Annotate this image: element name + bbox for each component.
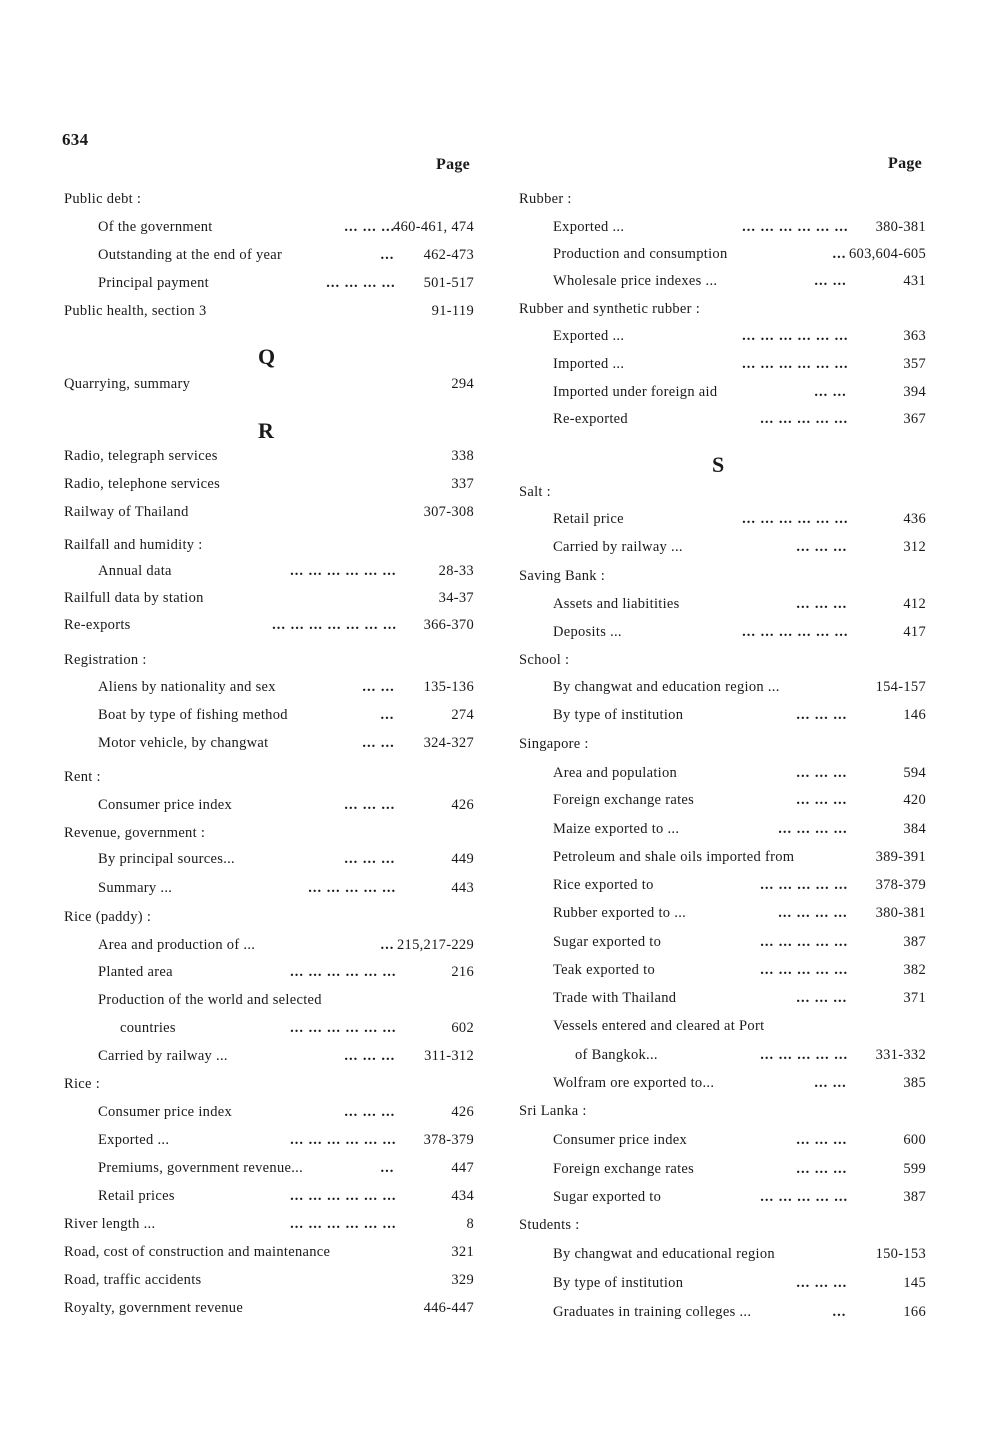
section-letter: R [258, 418, 275, 443]
page-reference: 215,217-229 [396, 937, 474, 953]
leader-dots: ... ... ... [796, 707, 848, 723]
entry-label: Petroleum and shale oils imported from [553, 849, 795, 865]
entry-label: Planted area [98, 964, 173, 980]
leader-dots: ... ... ... ... ... ... [742, 356, 849, 372]
page-reference: 446-447 [423, 1300, 474, 1316]
leader-dots: ... ... ... [796, 990, 848, 1006]
entry-label: Sugar exported to [553, 934, 662, 950]
entry-label: Rubber and synthetic rubber : [519, 301, 701, 317]
leader-dots: ... ... ... [344, 1048, 396, 1064]
entry-label: Exported ... [98, 1132, 170, 1148]
page-reference: 337 [451, 476, 474, 492]
entry-label: Principal payment [98, 275, 210, 291]
leader-dots: ... ... ... [344, 219, 396, 235]
entry-label: Aliens by nationality and sex [98, 679, 276, 695]
entry-label: Railway of Thailand [64, 504, 189, 520]
entry-label: Rubber exported to ... [553, 905, 687, 921]
page-reference: 431 [903, 273, 926, 289]
section-letter: Q [258, 344, 276, 369]
page-column-header: Page [888, 155, 923, 172]
leader-dots: ... ... ... [796, 539, 848, 555]
leader-dots: ... ... ... [344, 797, 396, 813]
entry-label: Re-exported [553, 411, 628, 427]
page-reference: 357 [903, 356, 926, 372]
leader-dots: ... ... [362, 735, 395, 751]
page-reference: 216 [451, 964, 474, 980]
entry-label: Quarrying, summary [64, 376, 191, 392]
page-reference: 436 [903, 511, 926, 527]
leader-dots: ... ... ... ... ... [760, 1047, 849, 1063]
entry-label: of Bangkok... [575, 1047, 658, 1063]
entry-label: School : [519, 652, 570, 668]
entry-label: Retail prices [98, 1188, 175, 1204]
page-column-header: Page [436, 156, 471, 173]
entry-label: Motor vehicle, by changwat [98, 735, 269, 751]
page-reference: 434 [451, 1188, 474, 1204]
entry-label: Area and production of ... [98, 937, 256, 953]
page-reference: 378-379 [875, 877, 926, 893]
page-reference: 420 [903, 792, 926, 808]
entry-label: Foreign exchange rates [553, 792, 695, 808]
entry-label: Public debt : [64, 191, 142, 207]
entry-label: Trade with Thailand [553, 990, 677, 1006]
leader-dots: ... ... ... [796, 1275, 848, 1291]
leader-dots: ... ... ... ... ... [760, 934, 849, 950]
page-reference: 380-381 [875, 905, 926, 921]
entry-label: Vessels entered and cleared at Port [553, 1018, 765, 1034]
page-reference: 324-327 [423, 735, 474, 751]
page-reference: 443 [451, 880, 474, 896]
leader-dots: ... ... ... ... [778, 905, 848, 921]
entry-label: Wholesale price indexes ... [553, 273, 718, 289]
leader-dots: ... ... ... [796, 1161, 848, 1177]
page-reference: 274 [451, 707, 474, 723]
page-reference: 371 [903, 990, 926, 1006]
leader-dots: ... ... ... ... ... ... [742, 328, 849, 344]
entry-label: Rice (paddy) : [64, 909, 152, 925]
leader-dots: ... ... ... ... [326, 275, 396, 291]
leader-dots: ... ... ... [796, 596, 848, 612]
page-reference: 311-312 [424, 1048, 474, 1064]
leader-dots: ... ... ... ... ... ... ... [272, 617, 397, 633]
leader-dots: ... ... ... ... ... ... [290, 1188, 397, 1204]
page-reference: 154-157 [875, 679, 926, 695]
leader-dots: ... ... [362, 679, 395, 695]
page-reference: 34-37 [438, 590, 474, 606]
entry-label: Teak exported to [553, 962, 656, 978]
leader-dots: ... [380, 247, 395, 263]
entry-label: Radio, telephone services [64, 476, 221, 492]
entry-label: Road, cost of construction and maintenance [64, 1244, 331, 1260]
page-reference: 602 [451, 1020, 474, 1036]
entry-label: Railfall and humidity : [64, 537, 203, 553]
leader-dots: ... ... [814, 384, 847, 400]
entry-label: Students : [519, 1217, 580, 1233]
leader-dots: ... ... [814, 1075, 847, 1091]
leader-dots: ... ... ... ... ... [760, 962, 849, 978]
entry-label: Consumer price index [553, 1132, 688, 1148]
leader-dots: ... ... ... ... ... ... [290, 563, 397, 579]
entry-label: Royalty, government revenue [64, 1300, 244, 1316]
page-reference: 8 [466, 1216, 474, 1232]
entry-label: By changwat and education region ... [553, 679, 780, 695]
entry-label: Radio, telegraph services [64, 448, 218, 464]
entry-label: countries [120, 1020, 176, 1036]
page-reference: 382 [903, 962, 926, 978]
entry-label: Boat by type of fishing method [98, 707, 288, 723]
entry-label: By type of institution [553, 1275, 684, 1291]
entry-label: Re-exports [64, 617, 131, 633]
entry-label: Assets and liabitities [553, 596, 680, 612]
page-reference: 312 [903, 539, 926, 555]
leader-dots: ... [832, 1304, 847, 1320]
entry-label: Summary ... [98, 880, 173, 896]
entry-label: By changwat and educational region [553, 1246, 775, 1262]
leader-dots: ... [380, 707, 395, 723]
entry-label: Rubber : [519, 191, 572, 207]
leader-dots: ... ... ... ... ... ... [290, 1132, 397, 1148]
page-reference: 449 [451, 851, 474, 867]
entry-label: River length ... [64, 1216, 156, 1232]
entry-label: Rice exported to [553, 877, 654, 893]
leader-dots: ... ... ... ... ... ... [290, 1020, 397, 1036]
page-reference: 145 [903, 1275, 926, 1291]
page-reference: 294 [451, 376, 474, 392]
leader-dots: ... ... ... [344, 1104, 396, 1120]
page-reference: 389-391 [875, 849, 926, 865]
page-reference: 150-153 [875, 1246, 926, 1262]
page-reference: 426 [451, 797, 474, 813]
entry-label: Outstanding at the end of year [98, 247, 283, 263]
entry-label: Carried by railway ... [98, 1048, 228, 1064]
page-reference: 329 [451, 1272, 474, 1288]
entry-label: Saving Bank : [519, 568, 606, 584]
entry-label: Premiums, government revenue... [98, 1160, 304, 1176]
entry-label: Wolfram ore exported to... [553, 1075, 715, 1091]
entry-label: Maize exported to ... [553, 821, 680, 837]
leader-dots: ... ... ... ... ... ... [742, 511, 849, 527]
page-reference: 385 [903, 1075, 926, 1091]
page-reference: 338 [451, 448, 474, 464]
entry-label: Exported ... [553, 219, 625, 235]
page-reference: 462-473 [423, 247, 474, 263]
leader-dots: ... ... ... ... ... [760, 411, 849, 427]
page-reference: 387 [903, 1189, 926, 1205]
entry-label: Revenue, government : [64, 825, 206, 841]
leader-dots: ... ... ... [796, 792, 848, 808]
entry-label: Deposits ... [553, 624, 622, 640]
entry-label: Retail price [553, 511, 624, 527]
entry-label: Public health, section 3 [64, 303, 207, 319]
leader-dots: ... ... ... [344, 851, 396, 867]
page-reference: 603,604-605 [848, 246, 926, 262]
page-reference: 501-517 [423, 275, 474, 291]
leader-dots: ... ... [814, 273, 847, 289]
page-reference: 91-119 [431, 303, 474, 319]
entry-label: Carried by railway ... [553, 539, 683, 555]
entry-label: Imported under foreign aid [553, 384, 718, 400]
entry-label: Registration : [64, 652, 147, 668]
leader-dots: ... [380, 937, 395, 953]
leader-dots: ... ... ... ... ... ... [742, 624, 849, 640]
entry-label: Rice : [64, 1076, 101, 1092]
leader-dots: ... [832, 246, 847, 262]
page-reference: 321 [451, 1244, 474, 1260]
page-reference: 367 [903, 411, 926, 427]
page-reference: 363 [903, 328, 926, 344]
page-reference: 366-370 [423, 617, 474, 633]
leader-dots: ... ... ... [796, 765, 848, 781]
entry-label: Sugar exported to [553, 1189, 662, 1205]
leader-dots: ... [380, 1160, 395, 1176]
page-number: 634 [62, 130, 89, 149]
page-reference: 426 [451, 1104, 474, 1120]
entry-label: Railfull data by station [64, 590, 204, 606]
entry-label: Production of the world and selected [98, 992, 322, 1008]
leader-dots: ... ... ... ... ... ... [290, 964, 397, 980]
entry-label: Sri Lanka : [519, 1103, 587, 1119]
entry-label: Graduates in training colleges ... [553, 1304, 752, 1320]
page-reference: 594 [903, 765, 926, 781]
leader-dots: ... ... ... [796, 1132, 848, 1148]
page-reference: 135-136 [423, 679, 474, 695]
leader-dots: ... ... ... ... ... [760, 877, 849, 893]
entry-label: By principal sources... [98, 851, 235, 867]
entry-label: Imported ... [553, 356, 625, 372]
leader-dots: ... ... ... ... [778, 821, 848, 837]
page-reference: 599 [903, 1161, 926, 1177]
section-letter: S [712, 452, 725, 477]
page-reference: 378-379 [423, 1132, 474, 1148]
entry-label: Consumer price index [98, 797, 233, 813]
entry-label: Singapore : [519, 736, 589, 752]
page-reference: 387 [903, 934, 926, 950]
page-reference: 28-33 [438, 563, 474, 579]
page-reference: 307-308 [423, 504, 474, 520]
page-reference: 412 [903, 596, 926, 612]
page-reference: 417 [903, 624, 926, 640]
entry-label: Annual data [98, 563, 172, 579]
entry-label: Rent : [64, 769, 101, 785]
page-reference: 380-381 [875, 219, 926, 235]
page-reference: 600 [903, 1132, 926, 1148]
entry-label: Of the government [98, 219, 213, 235]
entry-label: Salt : [519, 484, 552, 500]
entry-label: Production and consumption [553, 246, 728, 262]
page-reference: 384 [903, 821, 926, 837]
page-reference: 146 [903, 707, 926, 723]
entry-label: Foreign exchange rates [553, 1161, 695, 1177]
leader-dots: ... ... ... ... ... ... [742, 219, 849, 235]
leader-dots: ... ... ... ... ... ... [290, 1216, 397, 1232]
entry-label: Area and population [553, 765, 678, 781]
page-reference: 331-332 [875, 1047, 926, 1063]
entry-label: Consumer price index [98, 1104, 233, 1120]
page-reference: 460-461, 474 [393, 219, 474, 235]
leader-dots: ... ... ... ... ... [760, 1189, 849, 1205]
page-reference: 447 [451, 1160, 474, 1176]
entry-label: Road, traffic accidents [64, 1272, 202, 1288]
entry-label: Exported ... [553, 328, 625, 344]
entry-label: By type of institution [553, 707, 684, 723]
leader-dots: ... ... ... ... ... [308, 880, 397, 896]
page-reference: 394 [903, 384, 926, 400]
page-reference: 166 [903, 1304, 926, 1320]
